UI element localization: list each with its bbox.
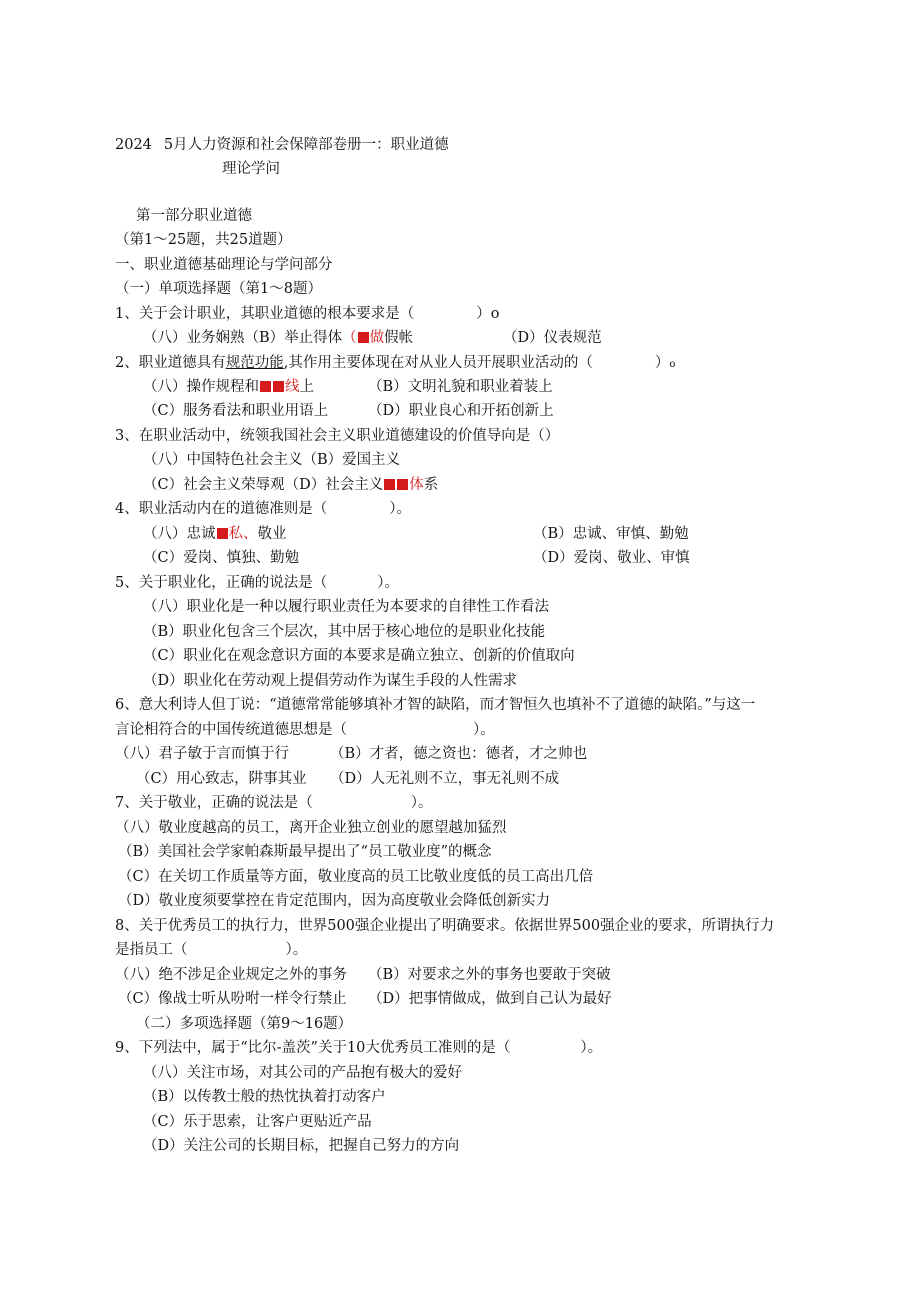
section-heading: 一、职业道德基础理论与学问部分	[115, 257, 333, 273]
q8-end: ）。	[285, 942, 308, 958]
redacted-mark	[397, 479, 408, 490]
question-1-stem	[115, 304, 499, 324]
q3-option-end: 系	[423, 477, 439, 493]
q1-option-d: （D）仪表规范	[503, 330, 602, 346]
q2-text-a: 2、职业道德具有	[115, 355, 226, 371]
q2-option-d: （D）职业良心和开拓创新上	[368, 403, 554, 419]
q3-option-ab: （八）中国特色社会主义（B）爱国主义	[143, 452, 401, 468]
part-range: （第1〜25题，共25道题）	[115, 232, 292, 248]
q2-underlined: 规范功能	[225, 355, 284, 371]
q1-option-c-red: 做	[369, 330, 385, 346]
question-6-stem-line1: 6、意大利诗人但丁说：“道德常常能够填补才智的缺陷，而才智恒久也填补不了道德的缺陷。”与这一	[115, 697, 756, 713]
q3-option-red: 体	[409, 477, 424, 493]
q6-option-c: （C）用心致志，阱事其业	[136, 771, 307, 787]
q7-option-c: （C）在关切工作质量等方面，敬业度高的员工比敬业度低的员工高出几倍	[118, 869, 594, 885]
redacted-mark	[358, 332, 369, 343]
redacted-mark	[384, 479, 395, 490]
q7-end: ）。	[410, 795, 433, 811]
q4-option-a-text: （八）忠诚	[143, 526, 216, 542]
q4-option-a-end: 敬业	[257, 526, 287, 542]
q4-text: 4、职业活动内在的道德准则是（	[115, 501, 328, 517]
redacted-mark	[217, 528, 228, 539]
question-2-stem	[115, 353, 675, 375]
part-title: 第一部分职业道德	[136, 208, 252, 224]
q4-option-a	[143, 524, 287, 544]
q8-option-b: （B）对要求之外的事务也要敢于突破	[368, 967, 611, 983]
title-text: 5月人力资源和社会保障部卷册一：职业道德	[163, 137, 449, 153]
question-3-stem: 3、在职业活动中，统领我国社会主义职业道德建设的价值导向是（）	[115, 428, 560, 444]
q3-option-cd	[143, 475, 438, 495]
q6-text: 言论相符合的中国传统道德思想是（	[115, 722, 347, 738]
q7-text: 7、关于敬业，正确的说法是（	[115, 795, 313, 811]
q7-option-d: （D）敬业度须要掌控在肯定范围内，因为高度敬业会降低创新实力	[118, 893, 551, 909]
q2-option-c: （C）服务看法和职业用语上	[143, 403, 329, 419]
q9-option-c: （C）乐于思索，让客户更贴近产品	[143, 1114, 372, 1130]
title-year: 2024	[115, 137, 152, 153]
q1-option-c-rest: 假帐	[384, 330, 414, 346]
q2-text-b: ,其作用主要体现在对从业人员开展职业活动的（	[283, 355, 593, 371]
q8-option-c: （C）像战士听从吩咐一样令行禁止	[118, 991, 347, 1007]
question-1-end: ）o	[476, 306, 500, 322]
single-choice-heading: （一）单项选择题（第1〜8题）	[115, 281, 322, 297]
q9-option-b: （B）以传教士般的热忱执着打动客户	[143, 1089, 386, 1105]
q5-option-d: （D）职业化在劳动观上提倡劳动作为谋生手段的人性需求	[143, 673, 518, 689]
question-7-stem	[115, 793, 432, 813]
q8-text: 是指员工（	[115, 942, 188, 958]
q4-end: ）。	[389, 501, 411, 517]
q2-option-a-end: 上	[299, 379, 314, 395]
q6-option-b: （B）才者，德之资也：德者，才之帅也	[330, 746, 588, 762]
q6-option-d: （D）人无礼则不立，事无礼则不成	[330, 771, 560, 787]
question-8-stem-line2	[115, 940, 307, 960]
question-5-stem	[115, 573, 399, 593]
document-subtitle: 理论学问	[222, 161, 280, 177]
multi-choice-heading: （二）多项选择题（第9〜16题）	[136, 1016, 353, 1032]
q3-option-cd-text: （C）社会主义荣辱观（D）社会主义	[143, 477, 384, 493]
question-8-stem-line1: 8、关于优秀员工的执行力，世界500强企业提出了明确要求。依据世界500强企业的要求，所谓执行力	[115, 918, 775, 934]
q6-end: ）。	[473, 722, 495, 738]
q6-option-a: （八）君子敏于言而慎于行	[115, 746, 289, 762]
question-9-stem	[115, 1038, 602, 1058]
q2-option-b: （B）文明礼貌和职业着装上	[368, 379, 553, 395]
q1-option-ab: （八）业务娴熟（B）举止得体	[143, 330, 343, 346]
q7-option-a: （八）敬业度越高的员工，离开企业独立创业的愿望越加猛烈	[115, 820, 507, 836]
q2-tail: o	[669, 359, 676, 370]
q2-option-a-text: （八）操作规程和	[143, 379, 259, 395]
q4-option-d: （D）爱岗、敬业、审慎	[533, 550, 690, 566]
q5-text: 5、关于职业化，正确的说法是（	[115, 575, 328, 591]
q9-option-d: （D）关注公司的长期目标，把握自己努力的方向	[143, 1138, 460, 1154]
q9-option-a: （八）关注市场，对其公司的产品抱有极大的爱好	[143, 1065, 462, 1081]
question-1-options	[143, 328, 413, 348]
q5-option-b: （B）职业化包含三个层次，其中居于核心地位的是职业化技能	[143, 624, 546, 640]
q4-option-a-red: 私、	[228, 526, 258, 542]
q2-end: ）	[654, 355, 670, 371]
question-6-stem-line2	[115, 720, 495, 740]
q5-option-c: （C）职业化在观念意识方面的本要求是确立独立、创新的价值取向	[143, 648, 575, 664]
q8-option-a: （八）绝不涉足企业规定之外的事务	[115, 967, 347, 983]
q9-end: ）。	[580, 1040, 603, 1056]
question-1-text: 1、关于会计职业，其职业道德的根本要求是（	[115, 306, 415, 322]
q9-text: 9、下列法中，属于“比尔-盖茨”关于10大优秀员工准则的是（	[115, 1040, 511, 1056]
redacted-mark	[273, 381, 284, 392]
question-4-stem	[115, 499, 411, 519]
q8-option-d: （D）把事情做成，做到自己认为最好	[368, 991, 612, 1007]
redacted-mark	[260, 381, 271, 392]
q2-option-a	[143, 377, 314, 397]
q7-option-b: （B）美国社会学家帕森斯最早提出了“员工敬业度”的概念	[118, 844, 492, 860]
q4-option-c: （C）爱岗、慎独、勤勉	[143, 550, 300, 566]
q4-option-b: （B）忠诚、审慎、勤勉	[533, 526, 689, 542]
q2-option-a-red: 线	[285, 379, 300, 395]
q1-option-c-paren: （	[342, 330, 357, 346]
q5-option-a: （八）职业化是一种以履行职业责任为本要求的自律性工作看法	[143, 599, 549, 615]
q5-end: ）。	[377, 575, 399, 591]
document-title	[115, 135, 449, 155]
